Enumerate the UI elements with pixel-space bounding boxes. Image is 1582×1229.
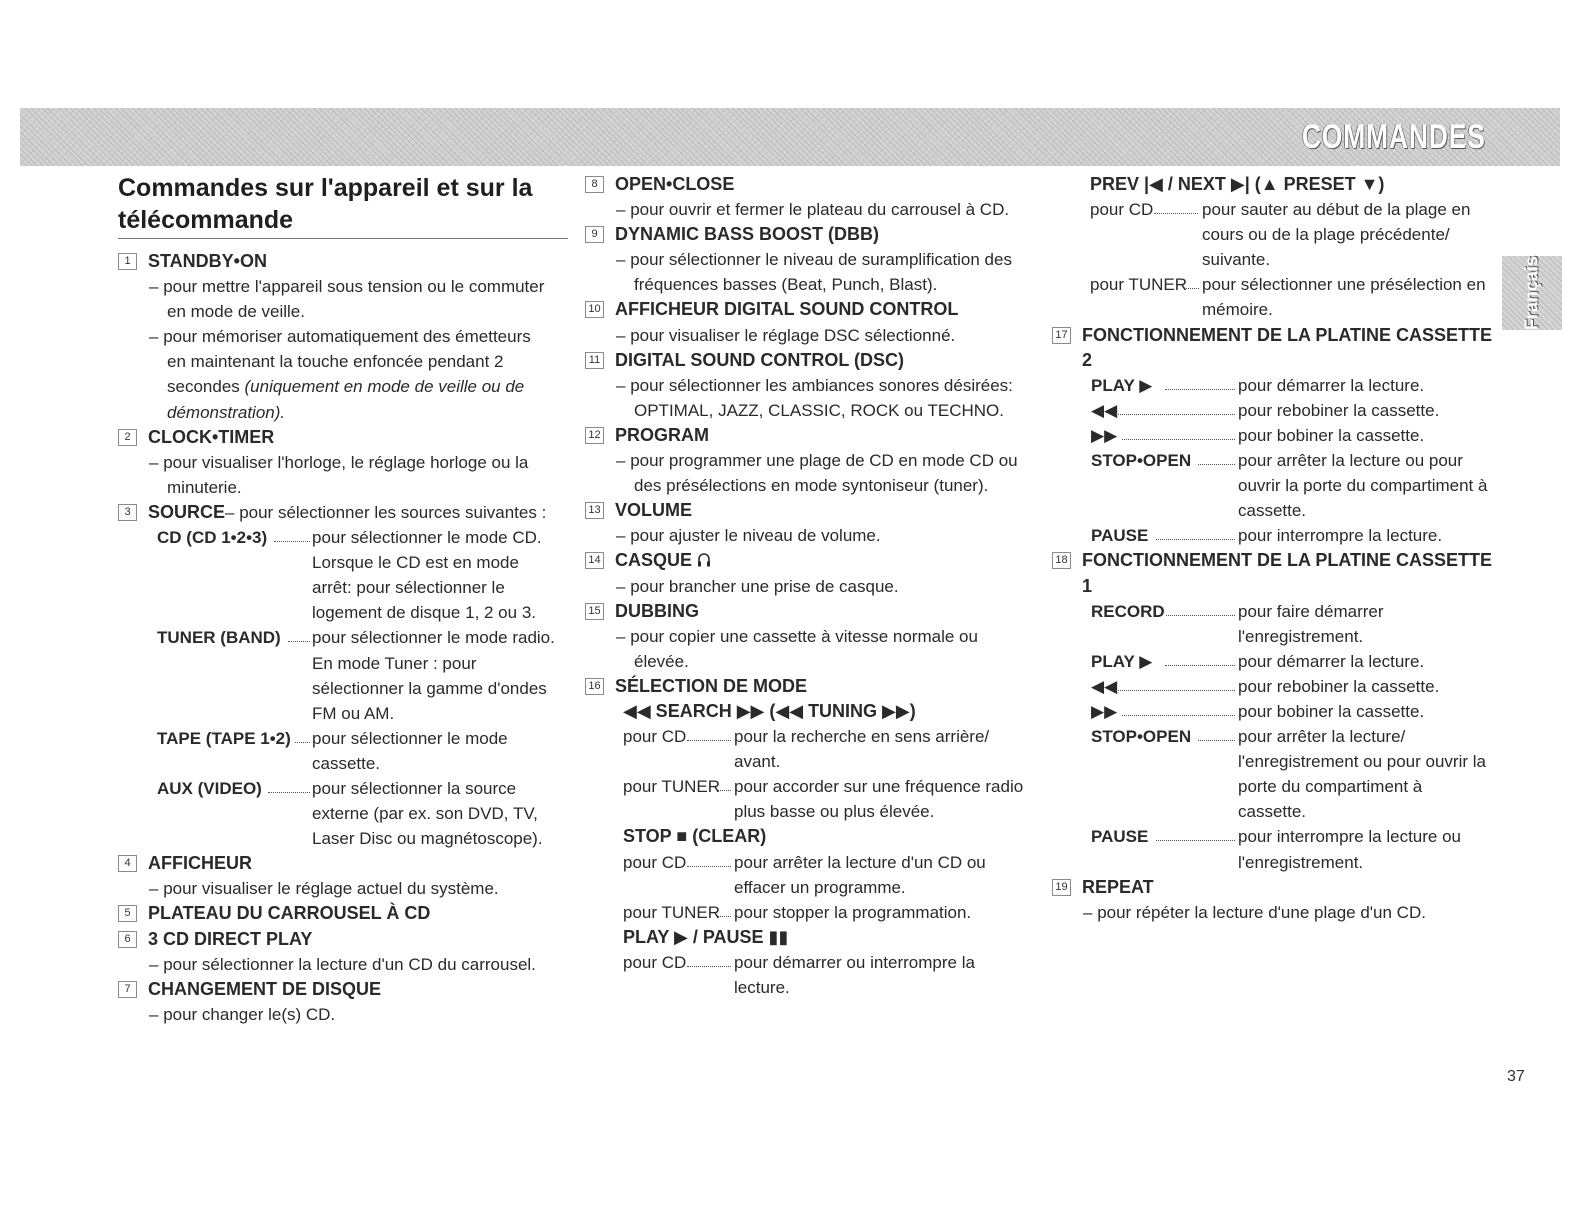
- sub-key: pour CD: [623, 952, 687, 972]
- item-dsc: [585, 348, 1035, 373]
- item-text: – pour mettre l'appareil sous tension ou le commuter: [149, 274, 544, 299]
- sub-value: l'enregistrement.: [1238, 852, 1364, 872]
- item-heading: REPEAT: [1082, 876, 1154, 897]
- sub-key: pour CD: [1090, 200, 1154, 220]
- item-text: OPTIMAL, JAZZ, CLASSIC, ROCK ou TECHNO.: [634, 400, 1004, 420]
- sub-value: mémoire.: [1202, 300, 1273, 320]
- item-heading: CASQUE: [615, 550, 693, 571]
- item-heading: 2: [1082, 349, 1093, 370]
- sub-value: lecture.: [734, 978, 790, 997]
- item-text: – pour changer le(s) CD.: [149, 1002, 335, 1027]
- sub-heading: PLAY ▶ / PAUSE ▮▮: [623, 926, 789, 947]
- item-text: – pour copier une cassette à vitesse normale ou: [616, 624, 978, 649]
- item-text: des présélections en mode syntoniseur (tuner).: [634, 476, 989, 496]
- item-heading: DIGITAL SOUND CONTROL (DSC): [615, 349, 904, 370]
- sub-key: PAUSE: [1091, 827, 1149, 847]
- item-heading: AFFICHEUR: [148, 853, 252, 874]
- sub-value: cassette.: [1238, 501, 1307, 521]
- item-number: 4: [118, 855, 137, 872]
- sub-value: pour la recherche en sens arrière/: [734, 727, 990, 747]
- headphone-icon: [697, 552, 711, 568]
- sub-key: STOP•OPEN: [1091, 727, 1192, 747]
- item-plateau: [118, 901, 568, 926]
- item-text: – pour brancher une prise de casque.: [616, 574, 899, 599]
- sub-value: pour bobiner la cassette.: [1238, 701, 1425, 721]
- sub-key: PLAY ▶: [1091, 375, 1153, 395]
- item-text: élevée.: [634, 651, 689, 671]
- item-heading: PLATEAU DU CARROUSEL À CD: [148, 903, 431, 924]
- sub-key: pour TUNER: [623, 902, 720, 922]
- section-title: [118, 172, 568, 239]
- item-platine-2: [1052, 323, 1497, 348]
- section-title-line2: télécommande: [118, 206, 294, 234]
- item-text: minuterie.: [167, 477, 242, 497]
- sub-key: ▶▶: [1091, 701, 1118, 721]
- sub-value: pour démarrer la lecture.: [1238, 375, 1425, 395]
- item-number: 7: [118, 981, 137, 998]
- item-text: secondes (uniquement en mode de veille ou de: [167, 377, 525, 397]
- item-number: 5: [118, 905, 137, 922]
- item-dbb: [585, 222, 1035, 247]
- item-source: [118, 500, 568, 525]
- sub-value: plus basse ou plus élevée.: [734, 802, 935, 822]
- item-text: en maintenant la touche enfoncée pendant 2: [167, 352, 504, 372]
- item-selection-mode: [585, 674, 1035, 699]
- sub-key: PAUSE: [1091, 526, 1149, 546]
- sub-heading: STOP ■ (CLEAR): [623, 826, 767, 847]
- sub-value: pour sélectionner la source: [312, 778, 517, 798]
- item-clock-timer: [118, 425, 568, 450]
- item-volume: [585, 498, 1035, 523]
- sub-value: pour accorder sur une fréquence radio: [734, 777, 1024, 797]
- sub-key: ◀◀: [1091, 676, 1118, 696]
- item-heading: 3 CD DIRECT PLAY: [148, 928, 313, 949]
- sub-value: arrêt: pour sélectionner le: [312, 578, 505, 598]
- item-text: – pour visualiser le réglage actuel du système.: [149, 876, 499, 901]
- item-number: 14: [585, 552, 604, 569]
- item-number: 11: [585, 352, 604, 369]
- item-text: – pour ouvrir et fermer le plateau du carrousel à CD.: [616, 197, 1009, 222]
- item-heading: VOLUME: [615, 500, 693, 521]
- item-changement: [118, 977, 568, 1002]
- sub-value: pour bobiner la cassette.: [1238, 425, 1425, 445]
- sub-key: pour CD: [623, 727, 687, 747]
- column-3: [1052, 172, 1497, 925]
- language-tab[interactable]: [1502, 256, 1562, 330]
- sub-heading: PREV |◀ / NEXT ▶| (▲ PRESET ▼): [1090, 174, 1385, 194]
- sub-value: pour sélectionner le mode: [312, 728, 508, 748]
- sub-value: pour rebobiner la cassette.: [1238, 676, 1440, 696]
- item-text: – pour ajuster le niveau de volume.: [616, 523, 881, 548]
- sub-value: Lorsque le CD est en mode: [312, 553, 519, 573]
- item-text: – pour sélectionner le niveau de suramplification des: [616, 247, 1012, 272]
- item-heading: SOURCE: [148, 501, 226, 522]
- item-text: – pour sélectionner la lecture d'un CD du carrousel.: [149, 952, 536, 977]
- banner-title: COMMANDES: [1302, 118, 1486, 156]
- item-text: fréquences basses (Beat, Punch, Blast).: [634, 275, 938, 295]
- sub-key: pour TUNER: [1090, 275, 1187, 295]
- column-2: [585, 172, 1035, 1000]
- language-tab-label: Français: [1521, 255, 1542, 331]
- item-heading: 1: [1082, 575, 1093, 596]
- sub-value: cassette.: [1238, 802, 1307, 822]
- sub-value: effacer un programme.: [734, 877, 906, 897]
- item-heading: DYNAMIC BASS BOOST (DBB): [615, 224, 879, 245]
- item-heading: FONCTIONNEMENT DE LA PLATINE CASSETTE: [1082, 324, 1493, 345]
- item-number: 3: [118, 504, 137, 521]
- header-banner: [20, 108, 1560, 166]
- item-number: 1: [118, 253, 137, 270]
- sub-value: pour stopper la programmation.: [734, 902, 972, 922]
- sub-value: pour arrêter la lecture ou pour: [1238, 451, 1463, 471]
- item-heading: CHANGEMENT DE DISQUE: [148, 978, 382, 999]
- sub-value: pour sélectionner une présélection en: [1202, 275, 1486, 295]
- sub-key: TAPE (TAPE 1•2): [157, 728, 291, 748]
- item-text: – pour sélectionner les ambiances sonores désirées:: [616, 373, 1013, 398]
- sub-value: externe (par ex. son DVD, TV,: [312, 804, 538, 824]
- sub-value: l'enregistrement ou pour ouvrir la: [1238, 752, 1486, 772]
- sub-value: En mode Tuner : pour: [312, 653, 477, 673]
- sub-value: pour sélectionner le mode CD.: [312, 528, 542, 548]
- item-platine-1: [1052, 548, 1497, 573]
- item-heading: PROGRAM: [615, 424, 709, 445]
- item-afficheur-dsc: [585, 297, 1035, 322]
- sub-value: pour démarrer la lecture.: [1238, 651, 1425, 671]
- page-number: 37: [1507, 1068, 1525, 1085]
- sub-value: logement de disque 1, 2 ou 3.: [312, 603, 536, 623]
- sub-value: Laser Disc ou magnétoscope).: [312, 829, 543, 849]
- item-text: – pour programmer une plage de CD en mode CD ou: [616, 448, 1018, 473]
- item-heading: AFFICHEUR DIGITAL SOUND CONTROL: [615, 299, 959, 320]
- sub-value: ouvrir la porte du compartiment à: [1238, 476, 1488, 496]
- item-number: 13: [585, 502, 604, 519]
- item-heading: DUBBING: [615, 600, 699, 621]
- item-standby-on: [118, 249, 568, 274]
- sub-key: ▶▶: [1091, 425, 1118, 445]
- item-repeat: [1052, 875, 1497, 900]
- item-text: – pour répéter la lecture d'une plage d'un CD.: [1083, 900, 1426, 925]
- item-heading: STANDBY•ON: [148, 251, 267, 271]
- item-text: en mode de veille.: [167, 302, 305, 322]
- item-heading-tail: – pour sélectionner les sources suivantes :: [225, 502, 547, 522]
- sub-key: ◀◀: [1091, 400, 1118, 420]
- item-heading: FONCTIONNEMENT DE LA PLATINE CASSETTE: [1082, 550, 1493, 571]
- sub-key: CD (CD 1•2•3): [157, 528, 268, 548]
- item-number: 16: [585, 678, 604, 695]
- sub-value: l'enregistrement.: [1238, 626, 1364, 646]
- item-number: 6: [118, 931, 137, 948]
- sub-key: RECORD: [1091, 601, 1165, 621]
- item-text: démonstration).: [167, 402, 286, 422]
- item-text: – pour mémoriser automatiquement des émetteurs: [149, 324, 531, 349]
- item-number: 19: [1052, 879, 1071, 896]
- item-text: – pour visualiser le réglage DSC sélectionné.: [616, 323, 955, 348]
- item-number: 18: [1052, 552, 1071, 569]
- sub-key: TUNER (BAND): [157, 628, 281, 648]
- sub-value: pour arrêter la lecture d'un CD ou: [734, 852, 986, 872]
- sub-value: suivante.: [1202, 250, 1271, 270]
- section-title-line1: Commandes sur l'appareil et sur la: [118, 174, 533, 202]
- item-number: 12: [585, 427, 604, 444]
- item-heading: SÉLECTION DE MODE: [615, 675, 808, 696]
- sub-key: pour TUNER: [623, 777, 720, 797]
- sub-key: AUX (VIDEO): [157, 778, 262, 798]
- sub-value: pour faire démarrer: [1238, 601, 1384, 621]
- item-afficheur: [118, 851, 568, 876]
- sub-value: cours ou de la plage précédente/: [1202, 225, 1450, 245]
- sub-key: PLAY ▶: [1091, 651, 1153, 671]
- sub-value: pour démarrer ou interrompre la: [734, 952, 975, 972]
- sub-value: pour arrêter la lecture/: [1238, 727, 1406, 747]
- item-number: 9: [585, 226, 604, 243]
- sub-key: pour CD: [623, 852, 687, 872]
- sub-value: FM ou AM.: [312, 703, 395, 723]
- sub-value: pour rebobiner la cassette.: [1238, 400, 1440, 420]
- item-open-close: [585, 172, 1035, 197]
- sub-value: pour sauter au début de la plage en: [1202, 200, 1471, 220]
- sub-value: porte du compartiment à: [1238, 777, 1423, 797]
- item-program: [585, 423, 1035, 448]
- sub-value: pour interrompre la lecture ou: [1238, 827, 1462, 847]
- sub-value: sélectionner la gamme d'ondes: [312, 678, 547, 698]
- sub-value: avant.: [734, 752, 781, 772]
- item-direct-play: [118, 927, 568, 952]
- sub-value: pour sélectionner le mode radio.: [312, 628, 555, 648]
- item-text: – pour visualiser l'horloge, le réglage horloge ou la: [149, 450, 528, 475]
- item-number: 2: [118, 429, 137, 446]
- column-1: [118, 172, 568, 1027]
- sub-key: STOP•OPEN: [1091, 451, 1192, 471]
- item-heading: CLOCK•TIMER: [148, 426, 275, 447]
- item-dubbing: [585, 599, 1035, 624]
- sub-heading: ◀◀ SEARCH ▶▶ (◀◀ TUNING ▶▶): [623, 700, 916, 721]
- item-number: 8: [585, 176, 604, 193]
- item-casque: [585, 548, 1035, 573]
- sub-value: cassette.: [312, 753, 381, 773]
- item-number: 10: [585, 301, 604, 318]
- item-heading: OPEN•CLOSE: [615, 174, 735, 194]
- item-number: 17: [1052, 327, 1071, 344]
- item-number: 15: [585, 603, 604, 620]
- sub-value: pour interrompre la lecture.: [1238, 526, 1443, 546]
